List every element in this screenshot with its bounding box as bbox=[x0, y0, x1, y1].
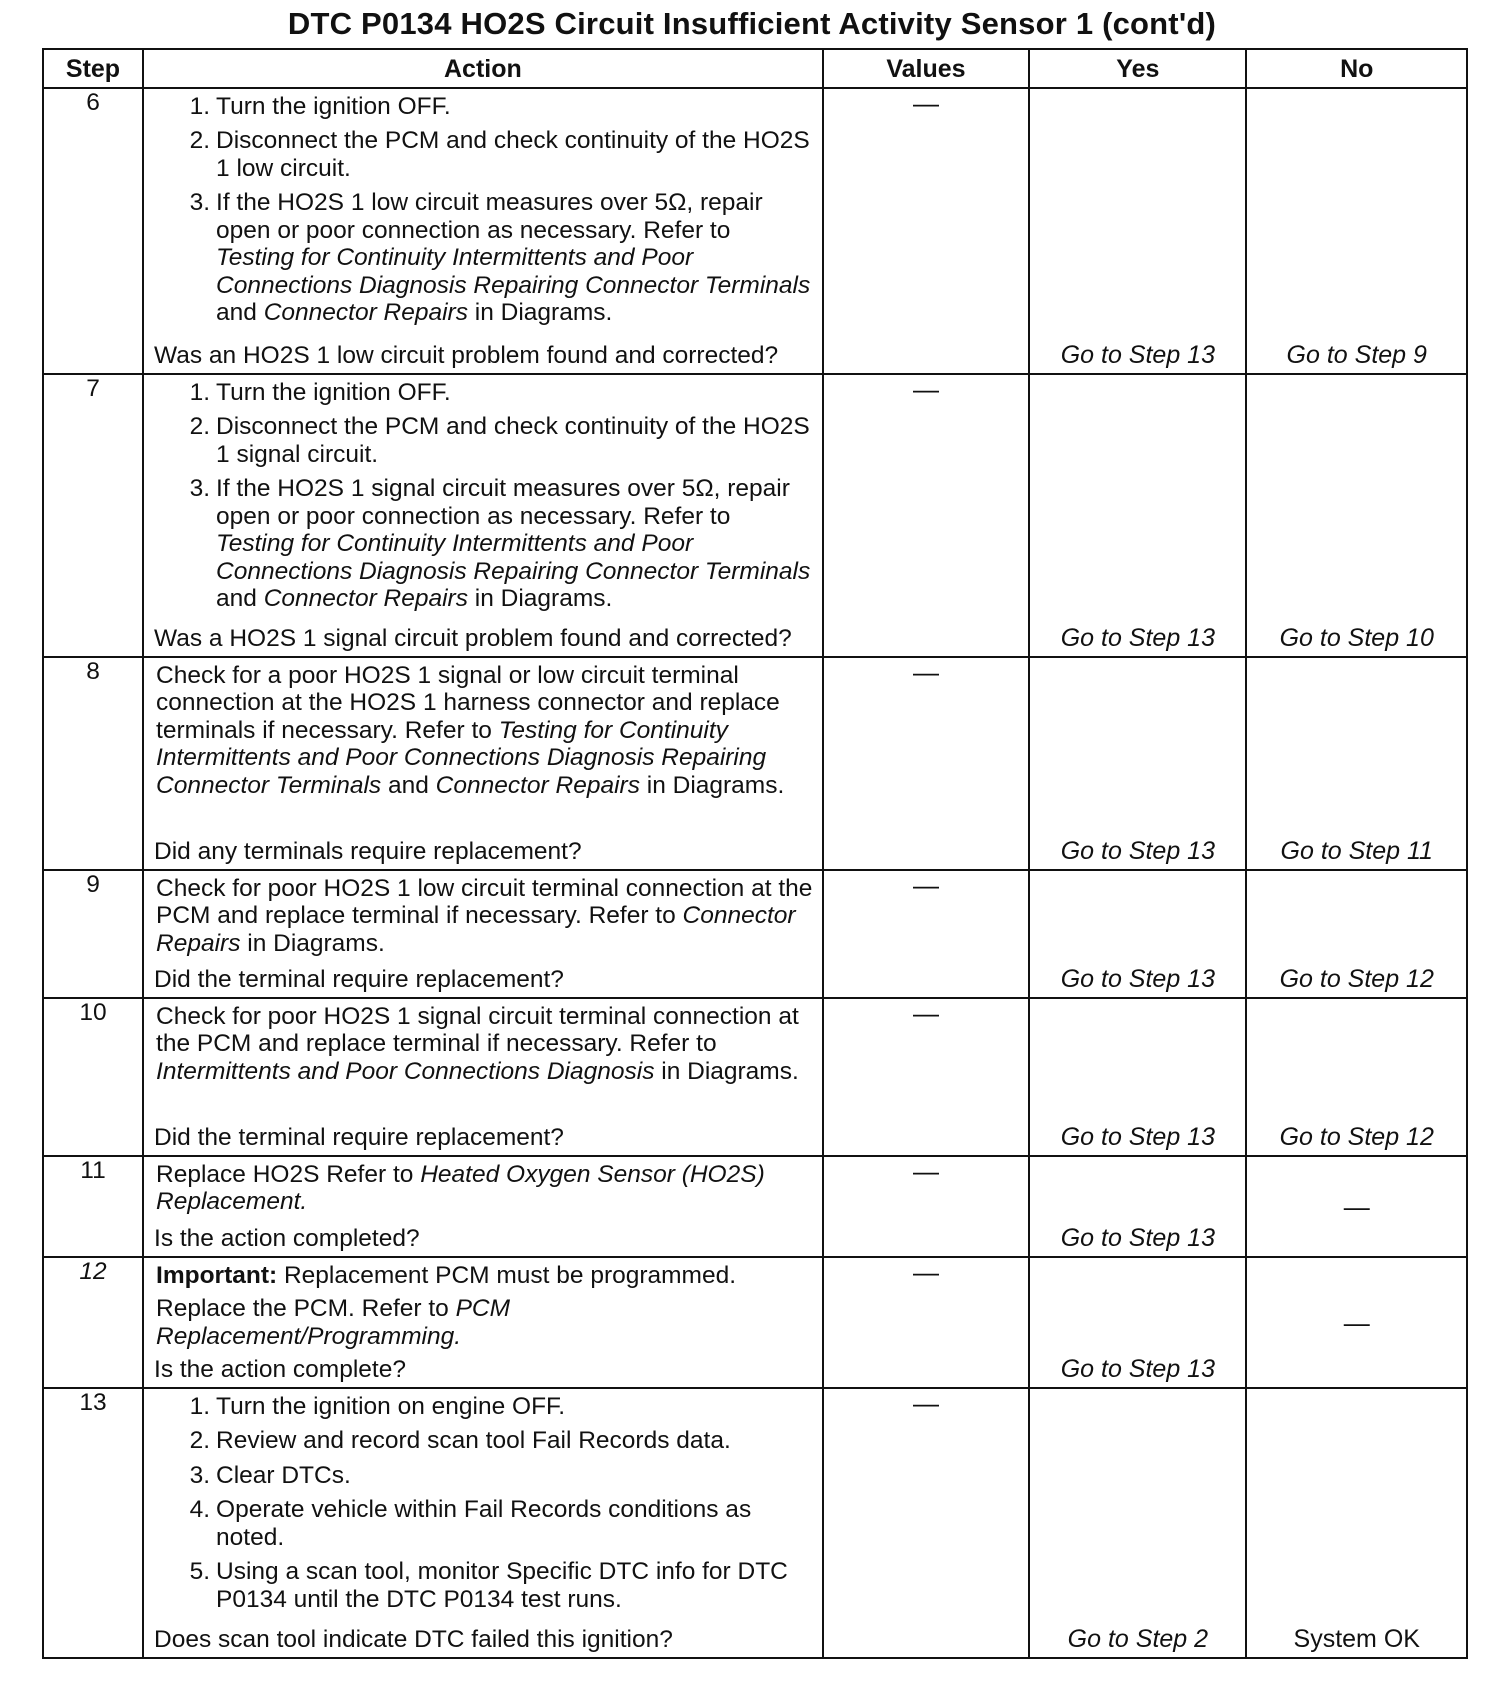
list-item: 2. Disconnect the PCM and check continuity of the HO2S 1 low circuit. bbox=[189, 127, 810, 182]
step-number: 12 bbox=[43, 1257, 143, 1388]
values-cell: — bbox=[823, 374, 1030, 657]
yes-cell bbox=[1029, 1257, 1246, 1388]
list-item: 1. Turn the ignition OFF. bbox=[189, 93, 451, 120]
yes-cell bbox=[1029, 374, 1246, 657]
no-cell bbox=[1246, 870, 1467, 998]
step-number: 7 bbox=[43, 374, 143, 657]
no-value-dash: — bbox=[1343, 1190, 1370, 1221]
yes-goto: Go to Step 13 bbox=[1060, 965, 1215, 993]
action-cell: Check for poor HO2S 1 low circuit terminal connection at the PCM and replace terminal if necessary. Refer to Connector Repairs in Diagrams. Did the terminal require replacement? bbox=[143, 870, 823, 998]
action-cell: Replace HO2S Refer to Heated Oxygen Sensor (HO2S) Replacement. Is the action completed? bbox=[143, 1156, 823, 1257]
yes-goto: Go to Step 13 bbox=[1060, 624, 1215, 652]
no-cell bbox=[1246, 374, 1467, 657]
step-question: Is the action complete? bbox=[154, 1355, 406, 1383]
yes-cell bbox=[1029, 657, 1246, 870]
no-goto: Go to Step 9 bbox=[1286, 341, 1427, 369]
yes-cell bbox=[1029, 1388, 1246, 1658]
step-question: Did the terminal require replacement? bbox=[154, 965, 564, 993]
action-cell: Important: Replacement PCM must be programmed. Replace the PCM. Refer to PCM Replacement/Programming. Is the action complete? bbox=[143, 1257, 823, 1388]
reference-link-text: Connector Repairs bbox=[263, 299, 468, 327]
table-header-row bbox=[43, 49, 1467, 88]
header-no: No bbox=[1246, 49, 1467, 88]
list-item: 2. Review and record scan tool Fail Records data. bbox=[189, 1427, 731, 1455]
no-goto: Go to Step 12 bbox=[1279, 1123, 1434, 1151]
step-number: 6 bbox=[43, 88, 143, 374]
no-cell bbox=[1246, 657, 1467, 870]
values-cell: — bbox=[823, 1388, 1030, 1658]
step-question: Did the terminal require replacement? bbox=[154, 1123, 564, 1151]
yes-goto: Go to Step 13 bbox=[1060, 341, 1215, 369]
no-cell bbox=[1246, 1156, 1467, 1257]
reference-link-text: Intermittents and Poor Connections Diagnosis bbox=[156, 1057, 655, 1085]
step-question: Did any terminals require replacement? bbox=[154, 837, 582, 865]
step-question: Was a HO2S 1 signal circuit problem found and corrected? bbox=[154, 624, 792, 652]
step-question: Is the action completed? bbox=[154, 1224, 420, 1252]
reference-link-text: Connector Repairs bbox=[156, 902, 796, 957]
no-goto: Go to Step 11 bbox=[1280, 837, 1433, 865]
yes-goto: Go to Step 2 bbox=[1067, 1625, 1209, 1653]
step-question: Does scan tool indicate DTC failed this ignition? bbox=[154, 1625, 673, 1653]
no-cell bbox=[1246, 998, 1467, 1156]
values-cell: — bbox=[823, 657, 1030, 870]
list-item: 3. If the HO2S 1 low circuit measures over 5Ω, repair open or poor connection as necessary. Refer to Testing for Continuity Intermittents and Poor Connections Diagnosis Repairing Connector Terminals and Connector Repairs in Diagrams. bbox=[189, 189, 811, 327]
reference-link-text: Connector Repairs bbox=[435, 771, 640, 799]
table-row bbox=[43, 1257, 1467, 1388]
yes-cell bbox=[1029, 1156, 1246, 1257]
step-number: 10 bbox=[43, 998, 143, 1156]
step-number: 9 bbox=[43, 870, 143, 998]
values-cell: — bbox=[823, 870, 1030, 998]
list-item: 1. Turn the ignition OFF. bbox=[189, 379, 451, 406]
table-row bbox=[43, 657, 1467, 870]
table-row bbox=[43, 998, 1467, 1156]
action-steps-list bbox=[156, 379, 814, 613]
list-item: 3. Clear DTCs. bbox=[189, 1461, 351, 1489]
important-note: Important: Replacement PCM must be programmed. bbox=[156, 1262, 737, 1289]
list-item: 1. Turn the ignition on engine OFF. bbox=[189, 1393, 566, 1420]
no-value-dash: — bbox=[1343, 1306, 1370, 1337]
page-title: DTC P0134 HO2S Circuit Insufficient Activity Sensor 1 (cont'd) bbox=[287, 6, 1217, 41]
action-cell bbox=[143, 88, 823, 374]
yes-goto: Go to Step 13 bbox=[1060, 837, 1215, 865]
values-cell: — bbox=[823, 998, 1030, 1156]
list-item: 5. Using a scan tool, monitor Specific DTC info for DTC P0134 until the DTC P0134 test runs. bbox=[189, 1558, 788, 1613]
reference-link-text: Testing for Continuity Intermittents and Poor Connections Diagnosis Repairing Connector Terminals bbox=[216, 530, 811, 585]
header-values: Values bbox=[823, 49, 1030, 88]
values-cell: — bbox=[823, 1257, 1030, 1388]
values-cell: — bbox=[823, 1156, 1030, 1257]
reference-link-text: Testing for Continuity Intermittents and Poor Connections Diagnosis Repairing Connector Terminals bbox=[216, 244, 811, 299]
step-number: 13 bbox=[43, 1388, 143, 1658]
step-number: 8 bbox=[43, 657, 143, 870]
yes-cell bbox=[1029, 870, 1246, 998]
action-steps-list bbox=[156, 93, 814, 327]
step-number: 11 bbox=[43, 1156, 143, 1257]
dtc-table bbox=[42, 48, 1468, 1659]
reference-link-text: Heated Oxygen Sensor (HO2S) Replacement. bbox=[156, 1161, 765, 1216]
action-cell: Check for a poor HO2S 1 signal or low circuit terminal connection at the HO2S 1 harness connector and replace terminals if necessary. Refer to Testing for Continuity Intermittents and Poor Connections Diagnosis Repairing Connector Terminals and Connector Repairs in Diagrams. Did any terminals require replacement? bbox=[143, 657, 823, 870]
no-goto: Go to Step 10 bbox=[1279, 624, 1434, 652]
no-cell bbox=[1246, 1388, 1467, 1658]
header-yes: Yes bbox=[1029, 49, 1246, 88]
table-row bbox=[43, 870, 1467, 998]
header-step: Step bbox=[43, 49, 143, 88]
list-item: 4. Operate vehicle within Fail Records conditions as noted. bbox=[189, 1496, 752, 1551]
list-item: 2. Disconnect the PCM and check continuity of the HO2S 1 signal circuit. bbox=[189, 413, 810, 468]
yes-cell bbox=[1029, 998, 1246, 1156]
yes-goto: Go to Step 13 bbox=[1060, 1224, 1215, 1252]
table-row bbox=[43, 88, 1467, 374]
reference-link-text: Testing for Continuity Intermittents and Poor Connections Diagnosis Repairing Connector Terminals bbox=[156, 716, 767, 799]
table-row bbox=[43, 1156, 1467, 1257]
step-question: Was an HO2S 1 low circuit problem found and corrected? bbox=[154, 341, 779, 369]
reference-link-text: PCM Replacement/Programming. bbox=[156, 1295, 511, 1350]
list-item: 3. If the HO2S 1 signal circuit measures over 5Ω, repair open or poor connection as necessary. Refer to Testing for Continuity Intermittents and Poor Connections Diagnosis Repairing Connector Terminals and Connector Repairs in Diagrams. bbox=[189, 475, 811, 613]
no-result: System OK bbox=[1293, 1625, 1420, 1653]
action-steps-list bbox=[156, 1393, 814, 1613]
no-goto: Go to Step 12 bbox=[1279, 965, 1434, 993]
yes-goto: Go to Step 13 bbox=[1060, 1355, 1215, 1383]
table-row bbox=[43, 374, 1467, 657]
yes-goto: Go to Step 13 bbox=[1060, 1123, 1215, 1151]
values-cell: — bbox=[823, 88, 1030, 374]
action-cell bbox=[143, 374, 823, 657]
table-row bbox=[43, 1388, 1467, 1658]
no-cell bbox=[1246, 88, 1467, 374]
yes-cell bbox=[1029, 88, 1246, 374]
reference-link-text: Connector Repairs bbox=[263, 585, 468, 613]
action-cell: Check for poor HO2S 1 signal circuit terminal connection at the PCM and replace terminal if necessary. Refer to Intermittents and Poor Connections Diagnosis in Diagrams. Did the terminal require replacement? bbox=[143, 998, 823, 1156]
no-cell bbox=[1246, 1257, 1467, 1388]
action-cell bbox=[143, 1388, 823, 1658]
header-action: Action bbox=[143, 49, 823, 88]
